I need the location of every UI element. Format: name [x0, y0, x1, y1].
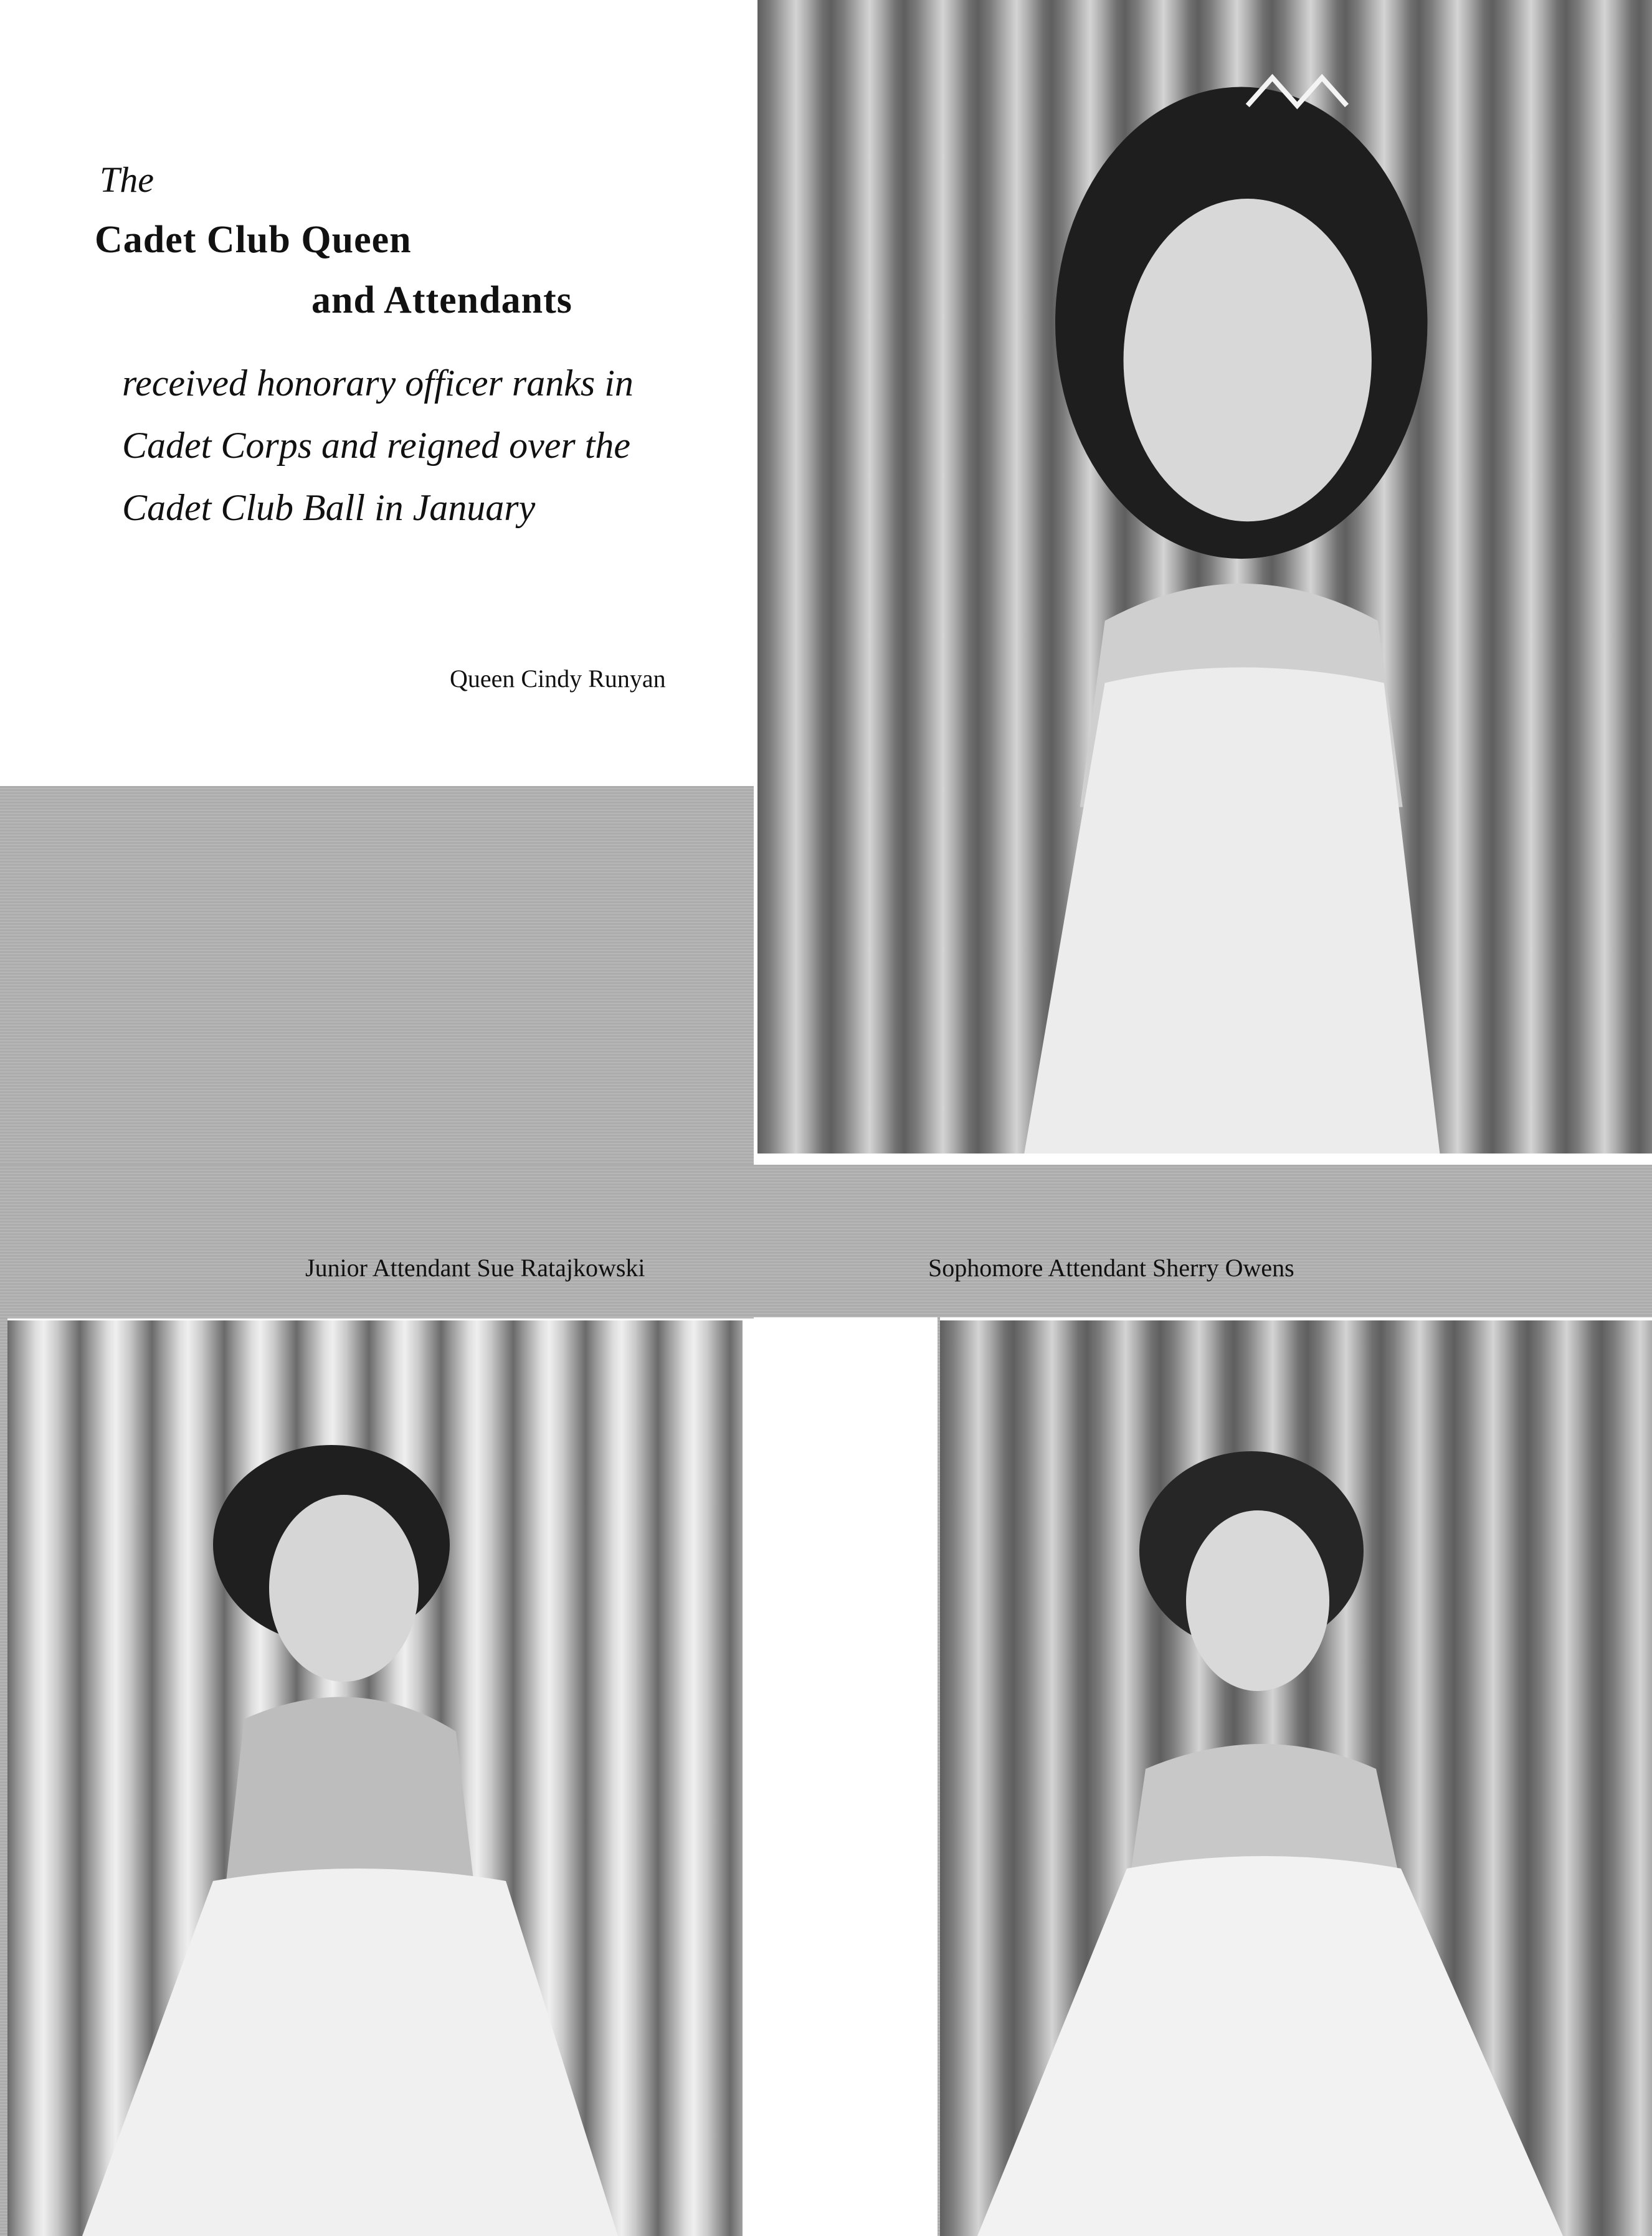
title-the: The — [100, 159, 154, 200]
photo-sophomore-attendant — [940, 1320, 1652, 2236]
gray-panel-left-edge — [0, 1317, 7, 2236]
title-and-attendants: and Attendants — [311, 279, 572, 321]
gray-panel-caption-band — [0, 1165, 1652, 1317]
caption-sophomore-attendant: Sophomore Attendant Sherry Owens — [928, 1254, 1294, 1282]
caption-queen: Queen Cindy Runyan — [450, 665, 666, 693]
photo-queen — [754, 0, 1652, 1157]
description-text: received honorary officer ranks in Cadet Corps and reigned over the Cadet Club Ball in January — [122, 362, 634, 528]
photo-junior-attendant — [7, 1320, 743, 2236]
title-cadet-club-queen: Cadet Club Queen — [95, 219, 412, 261]
caption-junior-attendant: Junior Attendant Sue Ratajkowski — [305, 1254, 645, 1282]
